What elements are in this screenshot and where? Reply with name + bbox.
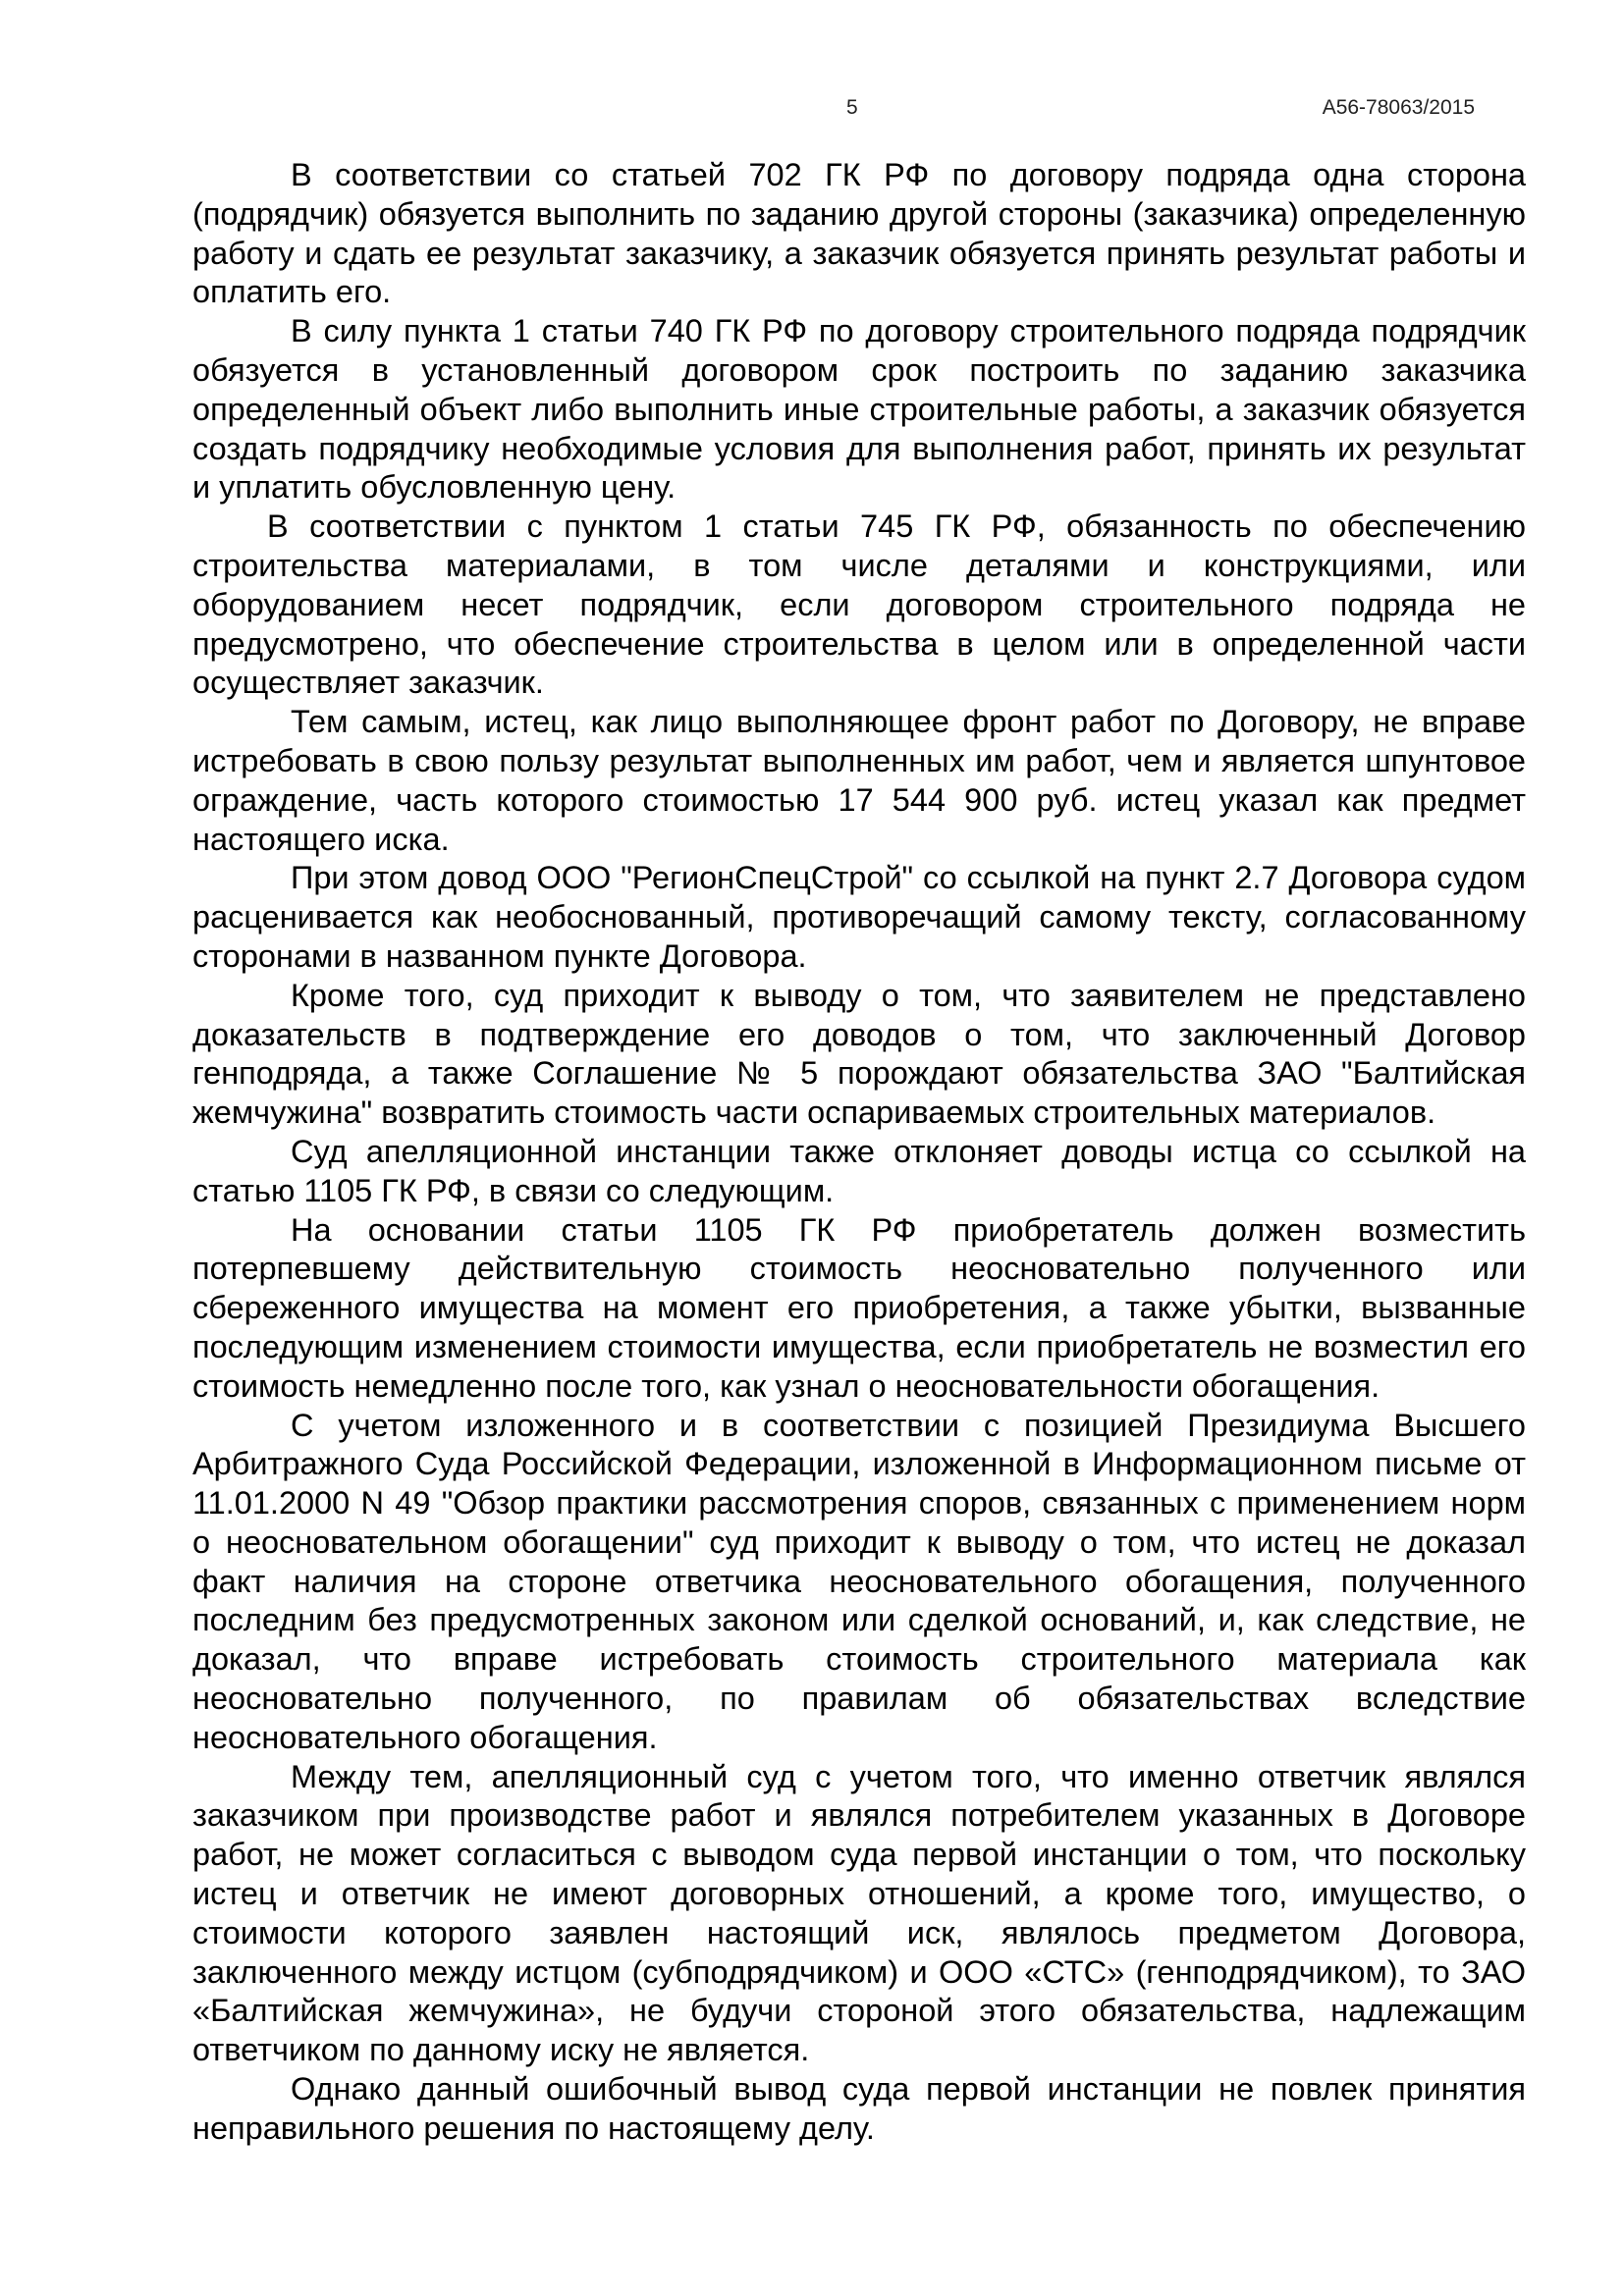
paragraph: Тем самым, истец, как лицо выполняющее фронт работ по Договору, не вправе истребовать в свою пользу результат выполненных им работ, чем и является шпунтовое ограждение, часть которого стоимостью 17 544 900 руб. истец указал как предмет настоящего иска.: [192, 704, 1526, 857]
case-number: А56-78063/2015: [1322, 96, 1475, 119]
paragraph: Кроме того, суд приходит к выводу о том, что заявителем не представлено доказательств в подтверждение его доводов о том, что заключенный Договор генподряда, а также Соглашение № 5 порождают обязательства ЗАО "Балтийская жемчужина" возвратить стоимость части оспариваемых строительных материалов.: [192, 977, 1526, 1131]
document-body: [192, 156, 1526, 2149]
paragraph: С учетом изложенного и в соответствии с позицией Президиума Высшего Арбитражного Суда Российской Федерации, изложенной в Информационном письме от 11.01.2000 N 49 "Обзор практики рассмотрения споров, связанных с применением норм о неосновательном обогащении" суд приходит к выводу о том, что истец не доказал факт наличия на стороне ответчика неосновательного обогащения, полученного последним без предусмотренных законом или сделкой оснований, и, как следствие, не доказал, что вправе истребовать стоимость строительного материала как неосновательно полученного, по правилам об обязательствах вследствие неосновательного обогащения.: [192, 1407, 1526, 1755]
paragraph: На основании статьи 1105 ГК РФ приобретатель должен возместить потерпевшему действительную стоимость неосновательно полученного или сбереженного имущества на момент его приобретения, а также убытки, вызванные последующим изменением стоимости имущества, если приобретатель не возместил его стоимость немедленно после того, как узнал о неосновательности обогащения.: [192, 1211, 1526, 1404]
paragraph: В соответствии со статьей 702 ГК РФ по договору подряда одна сторона (подрядчик) обязуется выполнить по заданию другой стороны (заказчика) определенную работу и сдать ее результат заказчику, а заказчик обязуется принять результат работы и оплатить его.: [192, 157, 1526, 310]
paragraph: Суд апелляционной инстанции также отклоняет доводы истца со ссылкой на статью 1105 ГК РФ, в связи со следующим.: [192, 1133, 1526, 1208]
paragraph: В соответствии с пунктом 1 статьи 745 ГК РФ, обязанность по обеспечению строительства материалами, в том числе деталями и конструкциями, или оборудованием несет подрядчик, если договором строительного подряда не предусмотрено, что обеспечение строительства в целом или в определенной части осуществляет заказчик.: [192, 508, 1526, 701]
paragraph: При этом довод ООО "РегионСпецСтрой" со ссылкой на пункт 2.7 Договора судом расценивается как необоснованный, противоречащий самому тексту, согласованному сторонами в названном пункте Договора.: [192, 860, 1526, 974]
paragraph: В силу пункта 1 статьи 740 ГК РФ по договору строительного подряда подрядчик обязуется в установленный договором срок построить по заданию заказчика определенный объект либо выполнить иные строительные работы, а заказчик обязуется создать подрядчику необходимые условия для выполнения работ, принять их результат и уплатить обусловленную цену.: [192, 313, 1526, 506]
paragraph: Между тем, апелляционный суд с учетом того, что именно ответчик являлся заказчиком при производстве работ и являлся потребителем указанных в Договоре работ, не может согласиться с выводом суда первой инстанции о том, что поскольку истец и ответчик не имеют договорных отношений, а кроме того, имущество, о стоимости которого заявлен настоящий иск, являлось предметом Договора, заключенного между истцом (субподрядчиком) и ООО «СТС» (генподрядчиком), то ЗАО «Балтийская жемчужина», не будучи стороной этого обязательства, надлежащим ответчиком по данному иску не является.: [192, 1758, 1526, 2068]
page-number: 5: [846, 96, 858, 119]
paragraph: Однако данный ошибочный вывод суда первой инстанции не повлек принятия неправильного решения по настоящему делу.: [192, 2071, 1526, 2146]
